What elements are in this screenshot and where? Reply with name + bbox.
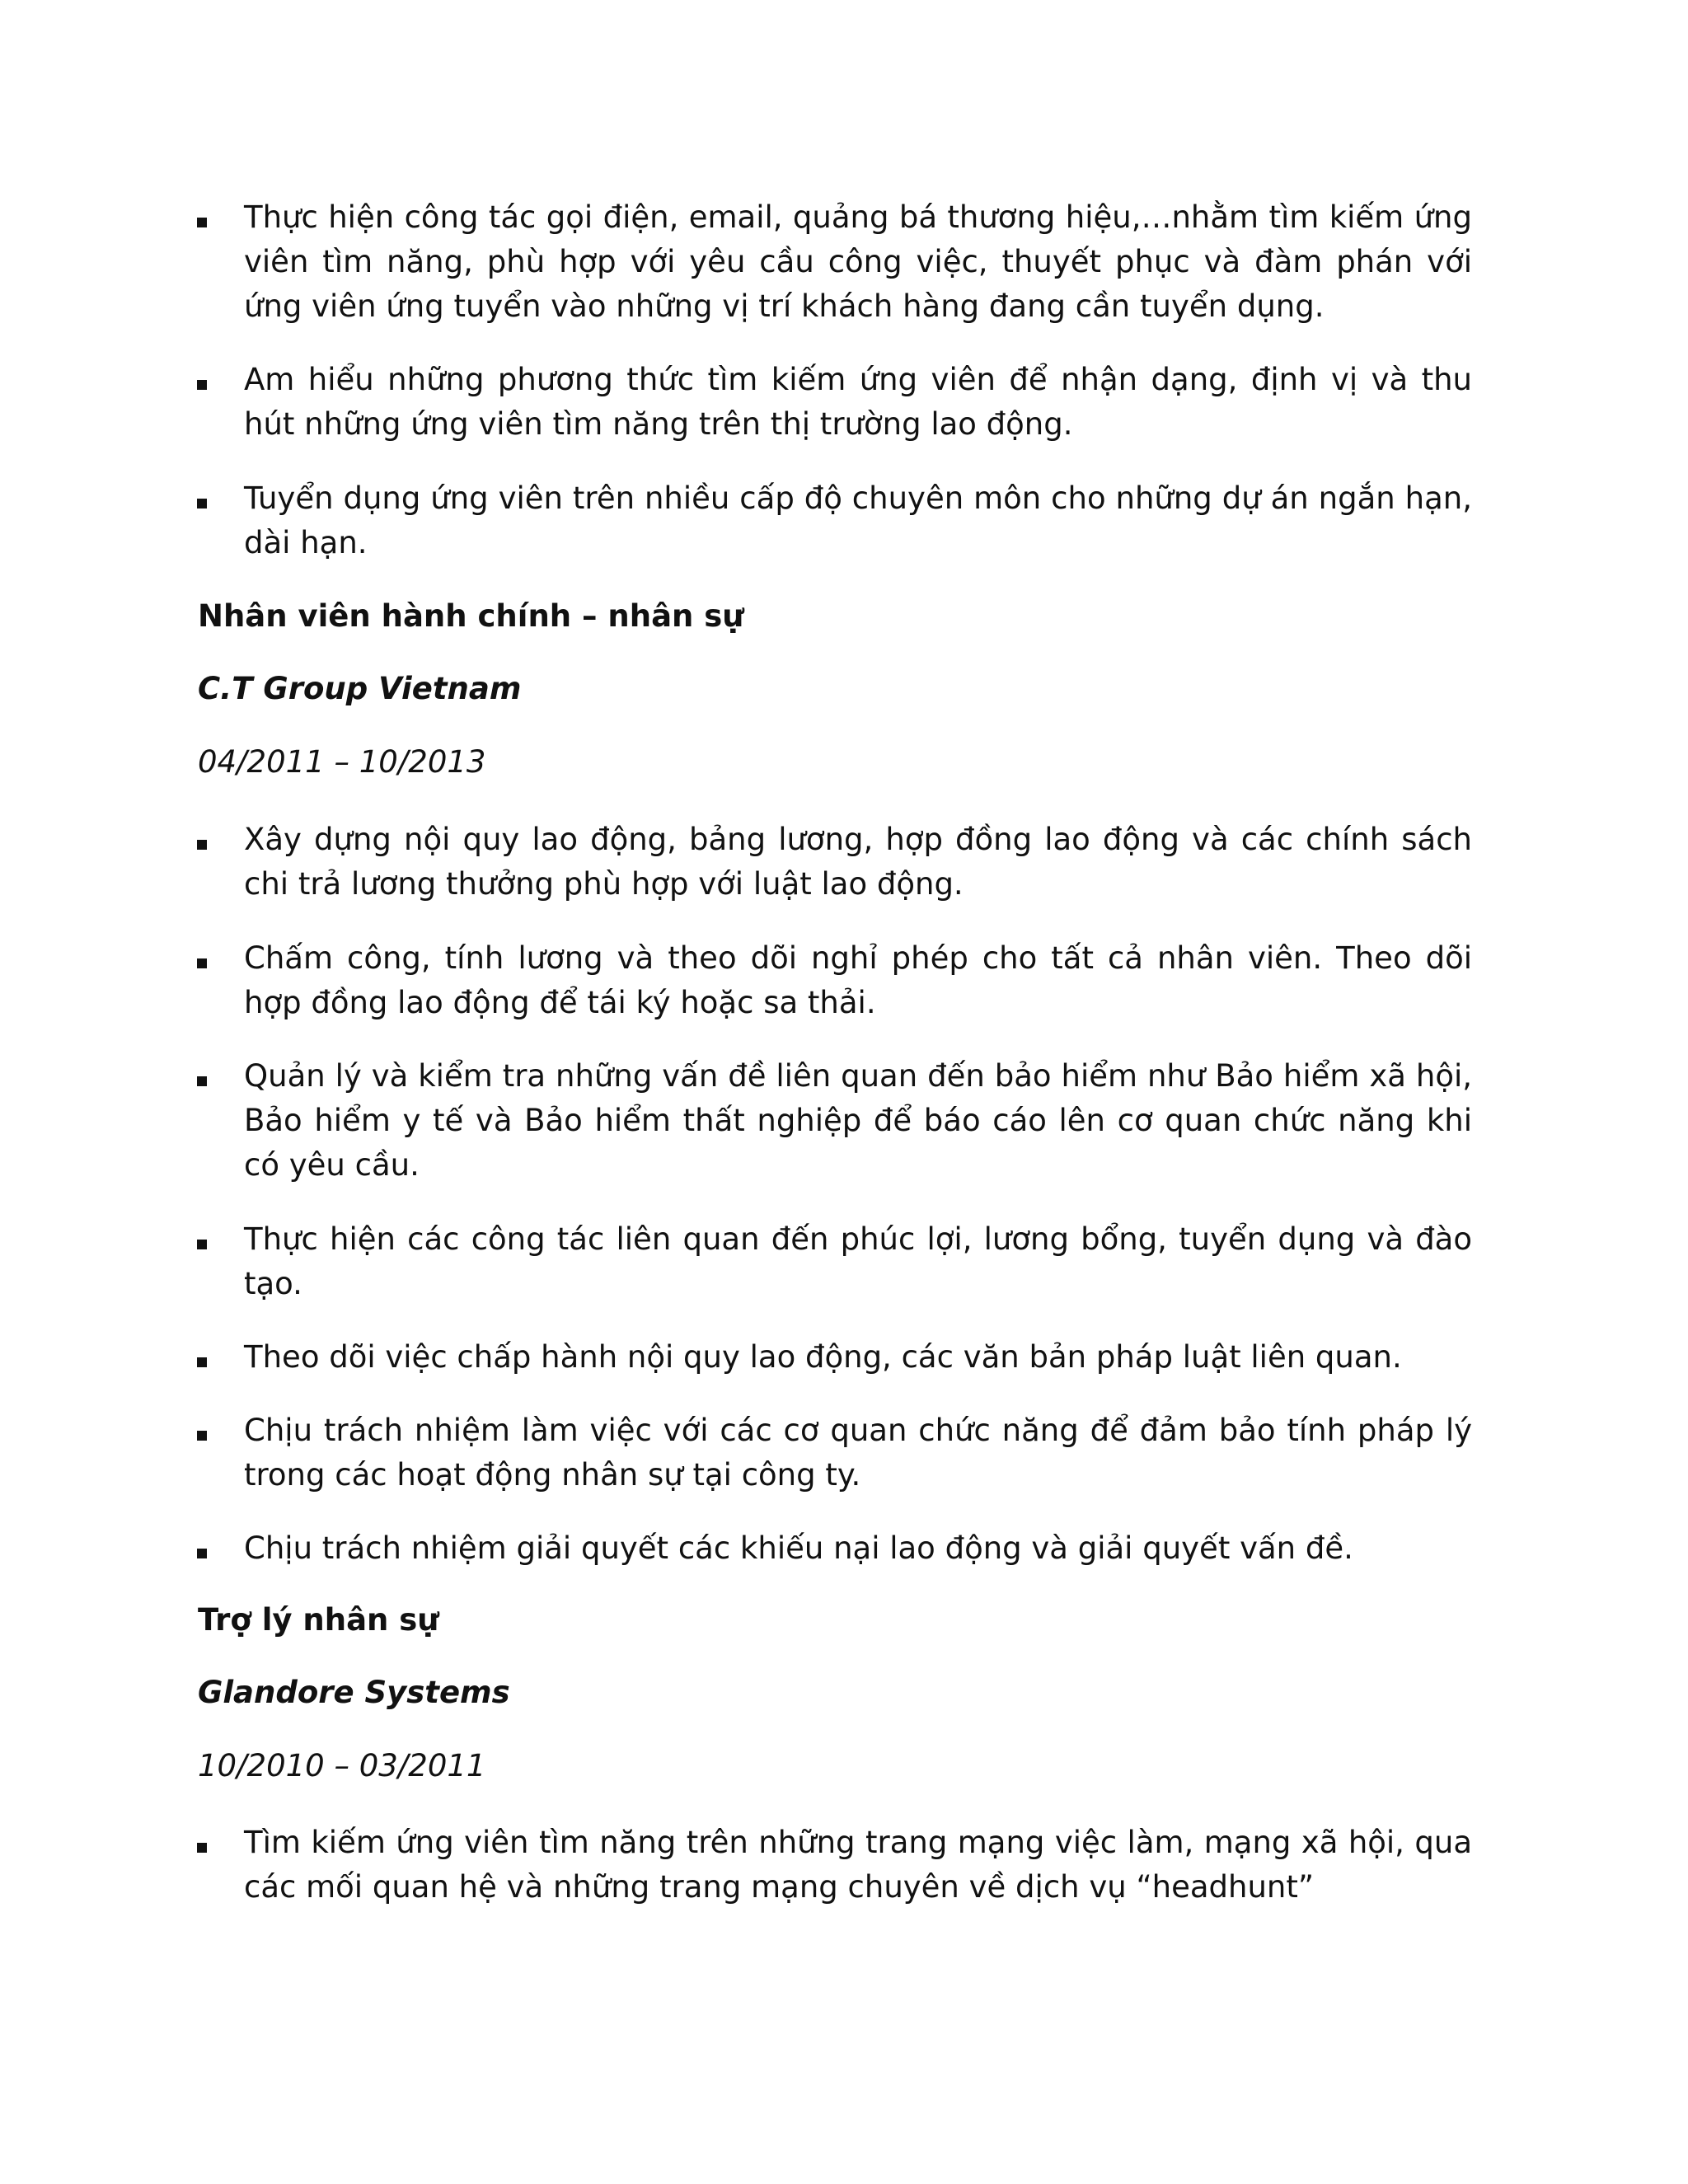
list-item-text: Chịu trách nhiệm giải quyết các khiếu nại lao động và giải quyết vấn đề. [244, 1530, 1353, 1566]
square-bullet-icon [197, 380, 207, 390]
square-bullet-icon [197, 1357, 207, 1367]
list-item-text: Chịu trách nhiệm làm việc với các cơ quan chức năng để đảm bảo tính pháp lý trong các hoạt động nhân sự tại công ty. [244, 1413, 1472, 1493]
list-item-text: Tuyển dụng ứng viên trên nhiều cấp độ chuyên môn cho những dự án ngắn hạn, dài hạn. [244, 480, 1472, 560]
list-item-text: Am hiểu những phương thức tìm kiếm ứng viên để nhận dạng, định vị và thu hút những ứng viên tìm năng trên thị trường lao động. [244, 362, 1472, 442]
list-item [244, 1408, 1472, 1497]
list-item [244, 195, 1472, 329]
square-bullet-icon [197, 1076, 207, 1086]
employment-period: 04/2011 – 10/2013 [198, 744, 486, 780]
company-name: C.T Group Vietnam [198, 671, 522, 706]
list-item-text: Quản lý và kiểm tra những vấn đề liên quan đến bảo hiểm như Bảo hiểm xã hội, Bảo hiểm y tế và Bảo hiểm thất nghiệp để báo cáo lên cơ quan chức năng khi có yêu cầu. [244, 1058, 1472, 1183]
list-item [244, 1526, 1472, 1571]
list-item [244, 1335, 1472, 1380]
list-item-text: Chấm công, tính lương và theo dõi nghỉ phép cho tất cả nhân viên. Theo dõi hợp đồng lao động để tái ký hoặc sa thải. [244, 940, 1472, 1020]
list-item [244, 358, 1472, 447]
square-bullet-icon [197, 958, 207, 968]
list-item-text: Thực hiện các công tác liên quan đến phúc lợi, lương bổng, tuyển dụng và đào tạo. [244, 1221, 1472, 1301]
job-title: Nhân viên hành chính – nhân sự [198, 598, 744, 634]
list-item [244, 476, 1472, 565]
list-item-text: Thực hiện công tác gọi điện, email, quảng bá thương hiệu,…nhằm tìm kiếm ứng viên tìm năng, phù hợp với yêu cầu công việc, thuyết phục và đàm phán với ứng viên ứng tuyển vào những vị trí khách hàng đang cần tuyển dụng. [244, 199, 1472, 324]
list-item [244, 1821, 1472, 1910]
square-bullet-icon [197, 218, 207, 227]
list-item-text: Xây dựng nội quy lao động, bảng lương, hợp đồng lao động và các chính sách chi trả lương thưởng phù hợp với luật lao động. [244, 822, 1472, 902]
job-title: Trợ lý nhân sự [198, 1602, 439, 1638]
list-item [244, 936, 1472, 1025]
square-bullet-icon [197, 499, 207, 509]
list-item [244, 818, 1472, 907]
list-item-text: Tìm kiếm ứng viên tìm năng trên những trang mạng việc làm, mạng xã hội, qua các mối quan hệ và những trang mạng chuyên về dịch vụ “headhunt” [244, 1825, 1472, 1905]
list-item-text: Theo dõi việc chấp hành nội quy lao động, các văn bản pháp luật liên quan. [244, 1339, 1402, 1375]
square-bullet-icon [197, 1240, 207, 1249]
square-bullet-icon [197, 1431, 207, 1441]
company-name: Glandore Systems [198, 1675, 510, 1710]
square-bullet-icon [197, 1843, 207, 1853]
employment-period: 10/2010 – 03/2011 [198, 1748, 486, 1783]
list-item [244, 1054, 1472, 1188]
list-item [244, 1217, 1472, 1306]
square-bullet-icon [197, 840, 207, 850]
square-bullet-icon [197, 1549, 207, 1558]
